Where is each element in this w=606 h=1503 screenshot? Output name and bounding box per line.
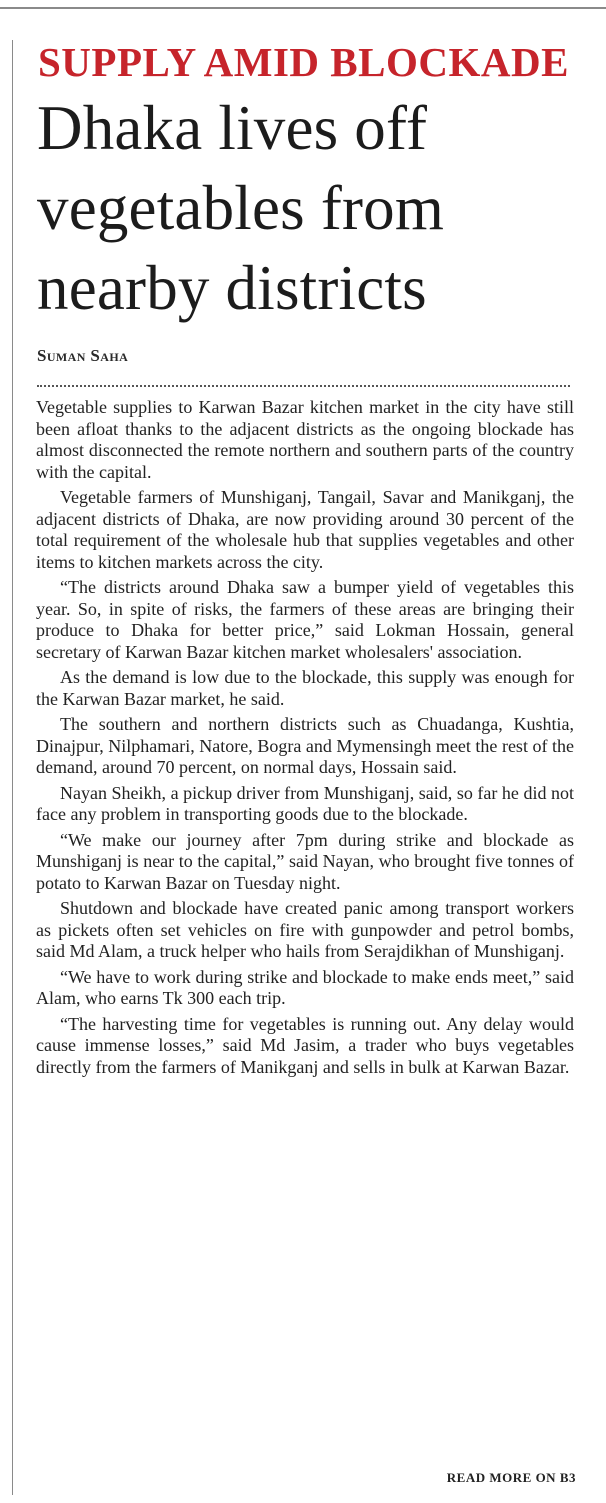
body-paragraph: As the demand is low due to the blockade, this supply was enough for the Karwan Bazar market, he said. <box>36 667 574 709</box>
body-paragraph: “The harvesting time for vegetables is running out. Any delay would cause immense losses,” said Md Jasim, a trader who buys vegetables directly from the farmers of Manikganj and sells in bulk at Karwan Bazar. <box>36 1013 574 1077</box>
column-divider <box>12 40 13 1495</box>
body-paragraph: Shutdown and blockade have created panic among transport workers as pickets often set vehicles on fire with gunpowder and petrol bombs, said Md Alam, a truck helper who hails from Serajdikhan of Munshiganj. <box>36 898 574 961</box>
kicker-headline: SUPPLY AMID BLOCKADE <box>38 39 569 85</box>
article-body <box>36 397 574 1082</box>
body-paragraph: “The districts around Dhaka saw a bumper yield of vegetables this year. So, in spite of risks, the farmers of these areas are bringing their produce to Dhaka for better price,” said Lokman Hossain, general secretary of Karwan Bazar kitchen market wholesalers' association. <box>36 577 574 662</box>
body-paragraph: Nayan Sheikh, a pickup driver from Munshiganj, said, so far he did not face any problem in transporting goods due to the blockade. <box>36 782 574 824</box>
byline-divider <box>37 385 570 387</box>
body-paragraph: “We have to work during strike and blockade to make ends meet,” said Alam, who earns Tk 300 each trip. <box>36 966 574 1008</box>
read-more-jump: READ MORE ON B3 <box>446 1470 576 1485</box>
byline: Suman Saha <box>37 346 129 365</box>
article-headline: Dhaka lives off vegetables from nearby districts <box>37 93 445 323</box>
body-paragraph: “We make our journey after 7pm during strike and blockade as Munshiganj is near to the capital,” said Nayan, who brought five tonnes of potato to Karwan Bazar on Tuesday night. <box>36 829 574 893</box>
body-paragraph: Vegetable supplies to Karwan Bazar kitchen market in the city have still been afloat thanks to the adjacent districts as the ongoing blockade has almost disconnected the remote northern and southern parts of the country with the capital. <box>36 397 574 482</box>
top-divider <box>0 7 606 9</box>
body-paragraph: The southern and northern districts such as Chuadanga, Kushtia, Dinajpur, Nilphamari, Natore, Bogra and Mymensingh meet the rest of the demand, around 70 percent, on normal days, Hossain said. <box>36 714 574 777</box>
body-paragraph: Vegetable farmers of Munshiganj, Tangail, Savar and Manikganj, the adjacent districts of Dhaka, are now providing around 30 percent of the total requirement of the wholesale hub that supplies vegetables and other items to kitchen markets across the city. <box>36 487 574 572</box>
